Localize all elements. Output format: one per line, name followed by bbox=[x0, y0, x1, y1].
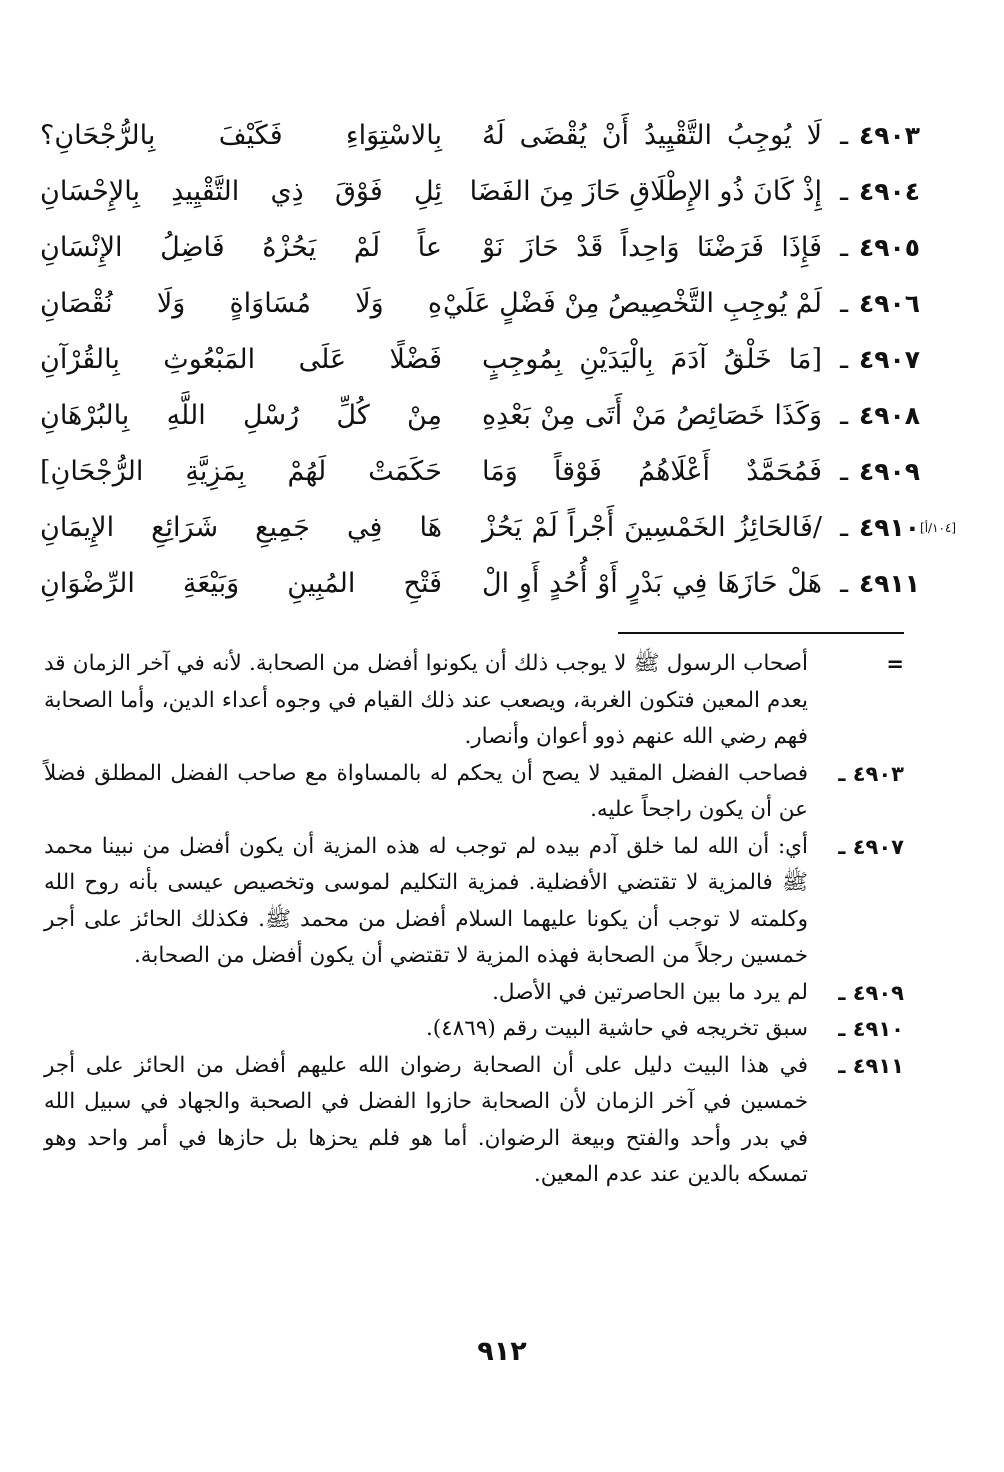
footnote bbox=[44, 975, 904, 1012]
verse-second-hemistich: مِنْ كُلِّ رُسْلِ اللَّهِ بِالبُرْهَانِ bbox=[40, 400, 442, 431]
page-number: ٩١٢ bbox=[477, 1336, 527, 1367]
verse-first-hemistich: إِذْ كَانَ ذُو الإِطْلَاقِ حَازَ مِنَ الفَضَا bbox=[469, 176, 822, 207]
verse-line bbox=[40, 276, 920, 332]
footnote-separator bbox=[618, 632, 904, 634]
footnote-number: ٤٩٠٩ ـ bbox=[838, 980, 904, 1005]
verse-first-hemistich: هَلْ حَازَهَا فِي بَدْرٍ أَوْ أُحُدٍ أَوِ الْ bbox=[482, 568, 822, 599]
verse-first-hemistich: وَكَذَا خَصَائِصُ مَنْ أَتَى مِنْ بَعْدِهِ bbox=[482, 400, 822, 431]
verse-second-hemistich: ئِلِ فَوْقَ ذِي التَّقْيِيدِ بِالإِحْسَانِ bbox=[40, 176, 442, 207]
verse-dash: ـ bbox=[840, 400, 848, 431]
poem-verses bbox=[40, 108, 957, 612]
footnote bbox=[44, 1011, 904, 1048]
verse-line bbox=[40, 108, 920, 164]
verse-line bbox=[40, 220, 920, 276]
verse-line bbox=[40, 500, 957, 556]
verse-second-hemistich: فَضْلًا عَلَى المَبْعُوثِ بِالقُرْآنِ bbox=[40, 344, 442, 375]
footnote bbox=[44, 829, 904, 975]
verse-second-hemistich: حَكَمَتْ لَهُمْ بِمَزِيَّةِ الرُّجْحَانِ] bbox=[40, 456, 442, 487]
verse-line bbox=[40, 332, 920, 388]
verse-second-hemistich: بِالاسْتِوَاءِ فَكَيْفَ بِالرُّجْحَانِ؟ bbox=[40, 120, 442, 151]
verse-number: ٤٩٠٥ bbox=[858, 233, 920, 262]
verse-first-hemistich: [مَا خَلْقُ آدَمَ بِالْيَدَيْنِ بِمُوجِبٍ bbox=[482, 344, 822, 375]
verse-number: ٤٩١١ bbox=[858, 569, 920, 598]
verse-second-hemistich: عاً لَمْ يَحُزْهُ فَاضِلُ الإِنْسَانِ bbox=[40, 232, 442, 263]
verse-dash: ـ bbox=[840, 288, 848, 319]
footnote-text: لم يرد ما بين الحاصرتين في الأصل. bbox=[492, 979, 808, 1005]
verse-number: ٤٩٠٣ bbox=[858, 121, 920, 150]
footnotes bbox=[44, 646, 904, 1194]
footnote-number: ٤٩١٠ ـ bbox=[838, 1017, 904, 1041]
footnote-number: ٤٩١١ ـ bbox=[838, 1053, 904, 1078]
footnote bbox=[44, 1048, 904, 1194]
verse-number: ٤٩٠٤ bbox=[858, 177, 920, 206]
verse-line bbox=[40, 556, 920, 612]
verse-line bbox=[40, 164, 920, 220]
footnote-text: في هذا البيت دليل على أن الصحابة رضوان الله عليهم أفضل من الحائز على أجر خمسين في آخر الزمان لأن الصحابة حازوا الفضل في الصحبة والجهاد في سبيل الله في بدر وأحد والفتح وبيعة الرضوان. أما هو فلم يحزها بل حازها في أمر واحد وهو تمسكه بالدين عند عدم المعين. bbox=[44, 1052, 808, 1187]
verse-dash: ـ bbox=[840, 456, 848, 487]
footnote-text: أي: أن الله لما خلق آدم بيده لم توجب له هذه المزية أن يكون أفضل من نبينا محمد ﷺ فالمزية لا تقتضي الأفضلية. فمزية التكليم لموسى وتخصيص عيسى بأنه روح الله وكلمته لا توجب أن يكونا عليهما السلام أفضل من محمد ﷺ. فكذلك الحائز على أجر خمسين رجلاً من الصحابة فهذه المزية لا تقتضي أن يكون أفضل من الصحابة. bbox=[44, 833, 808, 968]
manuscript-folio-ref: [١٠٤/أ] bbox=[920, 521, 957, 535]
footnote-text: أصحاب الرسول ﷺ لا يوجب ذلك أن يكونوا أفضل من الصحابة. لأنه في آخر الزمان قد يعدم المعين فتكون الغربة، ويصعب عند ذلك القيام في وجوه أعداء الدين، وأما الصحابة فهم رضي الله عنهم ذوو أعوان وأنصار. bbox=[44, 651, 808, 749]
verse-dash: ـ bbox=[840, 512, 848, 543]
verse-number: ٤٩٠٦ bbox=[858, 289, 920, 318]
verse-number: ٤٩٠٨ bbox=[858, 401, 920, 430]
footnote bbox=[44, 756, 904, 829]
verse-first-hemistich: /فَالحَائِزُ الخَمْسِينَ أَجْراً لَمْ يَحُزْ bbox=[482, 512, 822, 543]
verse-dash: ـ bbox=[840, 232, 848, 263]
verse-line bbox=[40, 444, 920, 500]
verse-dash: ـ bbox=[840, 176, 848, 207]
verse-dash: ـ bbox=[840, 344, 848, 375]
verse-first-hemistich: لَمْ يُوجِبِ التَّخْصِيصُ مِنْ فَضْلٍ عَلَيْ bbox=[442, 288, 822, 319]
verse-line bbox=[40, 388, 920, 444]
footnote-number: ٤٩٠٧ ـ bbox=[838, 834, 904, 859]
footnote-number: ٤٩٠٣ ـ bbox=[838, 761, 904, 786]
footnote-text: سبق تخريجه في حاشية البيت رقم (٤٨٦٩). bbox=[425, 1016, 808, 1041]
verse-first-hemistich: فَإِذَا فَرَضْنَا وَاحِداً قَدْ حَازَ نَوْ bbox=[482, 232, 822, 263]
verse-first-hemistich: فَمُحَمَّدٌ أَعْلَاهُمُ فَوْقاً وَمَا bbox=[482, 456, 822, 487]
verse-dash: ـ bbox=[840, 120, 848, 151]
verse-number: ٤٩٠٩ bbox=[858, 457, 920, 486]
verse-number: ٤٩١٠ bbox=[858, 513, 920, 542]
footnote bbox=[44, 646, 904, 756]
verse-first-hemistich: لَا يُوجِبُ التَّقْيِيدُ أَنْ يُقْضَى لَهُ bbox=[482, 120, 822, 151]
footnote-number: = bbox=[886, 652, 904, 676]
verse-second-hemistich: هَا فِي جَمِيعِ شَرَائِعِ الإِيمَانِ bbox=[40, 512, 442, 543]
verse-dash: ـ bbox=[840, 568, 848, 599]
footnote-text: فصاحب الفضل المقيد لا يصح أن يحكم له بالمساواة مع صاحب الفضل المطلق فضلاً عن أن يكون راجحاً عليه. bbox=[44, 760, 808, 822]
verse-second-hemistich: هِ وَلَا مُسَاوَاةٍ وَلَا نُقْصَانِ bbox=[40, 288, 442, 319]
verse-number: ٤٩٠٧ bbox=[858, 345, 920, 374]
verse-second-hemistich: فَتْحِ المُبِينِ وَبَيْعَةِ الرِّضْوَانِ bbox=[40, 568, 442, 599]
